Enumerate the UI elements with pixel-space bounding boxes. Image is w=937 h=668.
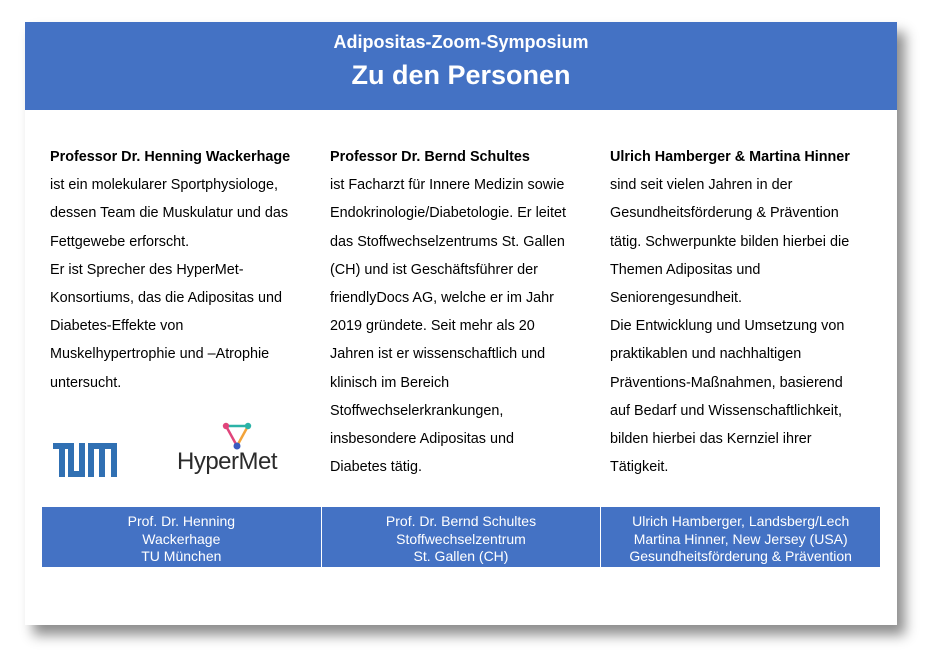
- bio-line: Jahren ist er wissenschaftlich und: [330, 346, 546, 363]
- person-column-hamberger-hinner: [610, 143, 850, 481]
- slide: [25, 22, 897, 625]
- footer-line: St. Gallen (CH): [413, 548, 509, 564]
- bio-line: auf Bedarf und Wissenschaftlichkeit,: [610, 402, 842, 419]
- bio-line: sind seit vielen Jahren in der: [610, 177, 793, 194]
- bio-line: Fettgewebe erforscht.: [50, 233, 190, 250]
- bio-line: Endokrinologie/Diabetologie. Er leitet: [330, 205, 566, 222]
- footer-line: TU München: [141, 548, 222, 564]
- footer-line: Ulrich Hamberger, Landsberg/Lech: [632, 513, 850, 529]
- bio-line: Tätigkeit.: [610, 459, 669, 476]
- bio-line: klinisch im Bereich: [330, 374, 450, 391]
- person-name: Ulrich Hamberger & Martina Hinner: [610, 149, 850, 165]
- hypermet-logo: [177, 422, 297, 482]
- footer-line: Wackerhage: [142, 530, 221, 547]
- hypermet-wordmark: HyperMet: [177, 448, 278, 475]
- bio-line: friendlyDocs AG, welche er im Jahr: [330, 290, 554, 307]
- bio-line: Themen Adipositas und: [610, 261, 761, 278]
- bio-line: Er ist Sprecher des HyperMet-: [50, 261, 244, 278]
- bio-line: Diabetes-Effekte von: [50, 318, 184, 335]
- footer-cell-wackerhage: [42, 507, 322, 567]
- footer-line: Martina Hinner, New Jersey (USA): [633, 530, 848, 547]
- bio-line: (CH) und ist Geschäftsführer der: [330, 261, 538, 278]
- person-name: Professor Dr. Henning Wackerhage: [50, 149, 291, 165]
- bio-line: tätig. Schwerpunkte bilden hierbei die: [610, 233, 850, 250]
- bio-line: 2019 gründete. Seit mehr als 20: [330, 318, 535, 335]
- bio-line: das Stoffwechselzentrums St. Gallen: [330, 233, 565, 250]
- page-title: Zu den Personen: [351, 60, 571, 90]
- bio-line: Konsortiums, das die Adipositas und: [50, 290, 282, 307]
- footer-line: Prof. Dr. Henning: [127, 513, 236, 529]
- tum-logo: [53, 443, 117, 482]
- header-subtitle: Adipositas-Zoom-Symposium: [333, 32, 589, 52]
- person-column-wackerhage: [50, 143, 290, 397]
- bio-line: Diabetes tätig.: [330, 459, 422, 476]
- footer-line: Prof. Dr. Bernd Schultes: [385, 513, 537, 529]
- person-column-schultes: [330, 143, 566, 481]
- bio-line: Seniorengesundheit.: [610, 290, 743, 307]
- bio-line: insbesondere Adipositas und: [330, 431, 515, 448]
- bio-line: untersucht.: [50, 374, 122, 391]
- footer-line: Gesundheitsförderung & Prävention: [629, 548, 852, 564]
- bio-line: Gesundheitsförderung & Prävention: [610, 205, 839, 222]
- bio-line: Präventions-Maßnahmen, basierend: [610, 374, 843, 391]
- bio-line: dessen Team die Muskulatur und das: [50, 205, 289, 222]
- bio-line: Die Entwicklung und Umsetzung von: [610, 318, 845, 335]
- footer-table: [42, 507, 880, 567]
- bio-line: bilden hierbei das Kernziel ihrer: [610, 431, 812, 448]
- footer-line: Stoffwechselzentrum: [396, 530, 526, 547]
- footer-cell-hamberger-hinner: [601, 507, 880, 567]
- person-name: Professor Dr. Bernd Schultes: [330, 149, 530, 165]
- bio-line: ist Facharzt für Innere Medizin sowie: [330, 177, 565, 194]
- header-banner: [25, 22, 897, 110]
- bio-line: Stoffwechselerkrankungen,: [330, 402, 504, 419]
- footer-cell-schultes: [322, 507, 602, 567]
- bio-line: ist ein molekularer Sportphysiologe,: [50, 177, 278, 194]
- bio-line: praktikablen und nachhaltigen: [610, 346, 802, 363]
- bio-line: Muskelhypertrophie und –Atrophie: [50, 346, 270, 363]
